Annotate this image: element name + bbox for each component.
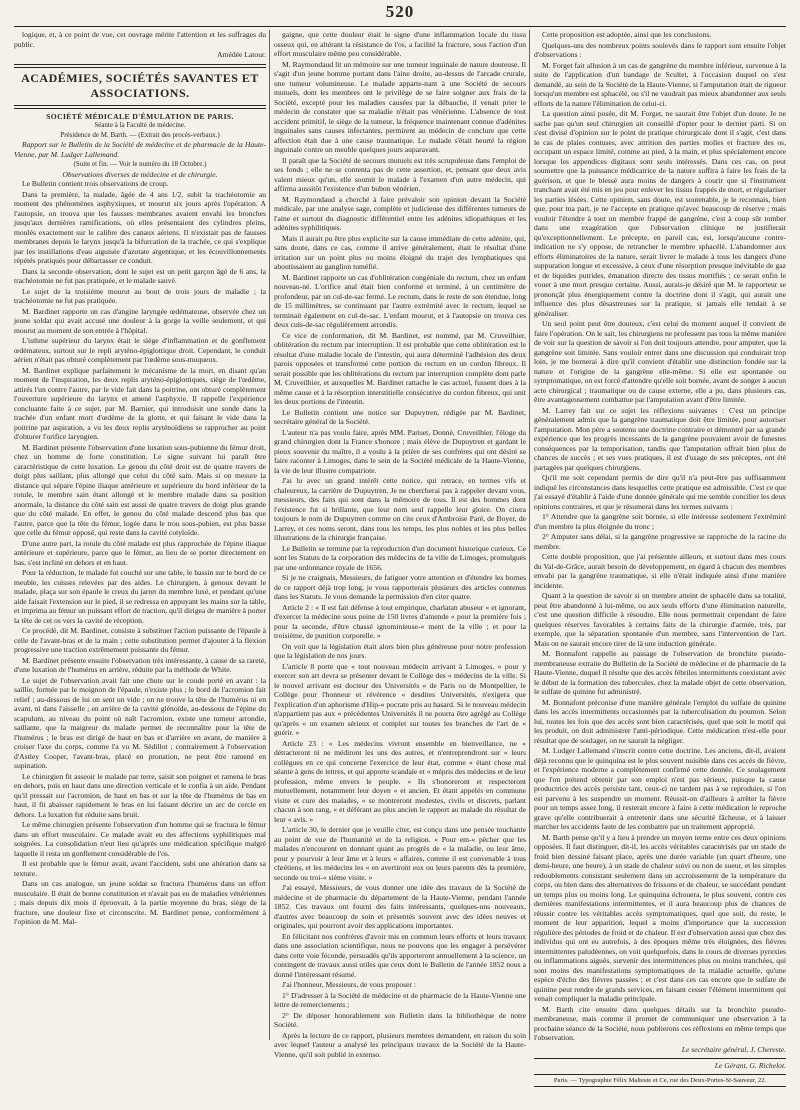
paragraph: Le Bulletin contient trois observations de croup.	[22, 179, 169, 188]
paragraph: M. Bonnafont rappelle au passage de l'observation de bronchite pseudo-membraneuse extraite du Bulletin de la Société de médecine et de pharmacie de la Haute-Vienne, duquel il résulte que des accès fébriles intermittents coexistant avec le début de la formation des tubercules, chez la malade objet de cette observation, le sulfate de quinine fut administré.	[534, 649, 786, 696]
paragraph: Le sujet de l'observation avait fait une chute sur le coude porté en avant : la saillie, formée par le moignon de l'épaule, n'existe plus ; le bord de l'acromion fait relief ; au-dessous de lui on sent un vide ; on ne trouve la tête de l'humérus ni en avant, ni dans l'aisselle ; en arrière de la cavité glénoïde, au-dessous de l'épine du scapulum, au niveau du point où naît l'acromion, existe une tumeur arrondie, saillante, que la maigreur du malade permet de reconnaître pour la tête de l'humérus ; le bras est dirigé de haut en bas et d'arrière en avant, de manière à croiser l'axe du corps, comme l'a vu M. Sédillot ; contrairement à l'observation d'Astley Cooper, l'avant-bras, placé en pronation, ne peut être ramené en supination.	[14, 675, 266, 770]
paragraph: M. Bardinet présente l'observation d'une luxation sous-pubienne du fémur droit, chez un homme de forte constitution. Le signe suivant lui paraît être caractéristique de cette luxation. Le genou du côté droit est de quatre travers de doigt plus saillant, plus allongé que celui du côté sain. Mais si on mesure la distance qui sépare l'épine iliaque antérieure et supérieure du bord inférieur de la rotule, le membre sain étant allongé et le membre malade dans sa position anormale, la distance du côté sain est aussi de quatre travers de doigt plus grande que du côté malade. En effet, le genou du côté malade descend plus bas que l'autre, parce que la tête du fémur, logée dans le trou sous-pubien, est plus basse que celle du fémur opposé, qui reste dans la cavité cotyloïde.	[14, 442, 266, 537]
observations-title: Observations diverses de médecine et de chirurgie.	[62, 169, 218, 179]
rapport-title: Rapport sur le Bulletin de la Société de médecine et de pharmacie de la Haute-Vienne, par M. Ludger Lallemand.	[14, 140, 266, 159]
paragraph: Le sujet de la troisième mourut au bout de trois jours de maladie ; la trachéotomie ne fut pas pratiquée.	[14, 286, 266, 305]
paragraph: 2° De déposer honorablement son Bulletin dans la bibliothèque de notre Société.	[274, 1010, 526, 1029]
paragraph: Dans la seconde observation, dont le sujet est un petit garçon âgé de 6 ans, la trachéotomie ne fut pas pratiquée, et le malade sauvé.	[14, 266, 266, 285]
paragraph: Dans la première, la malade, âgée de 4 ans 1/2, subit la trachéotomie au moment des phénomènes asphyxiques, et mourut six jours après l'opération. A l'autopsie, on trouva que les fausses membranes avaient envahi les bronches jusqu'aux dernières ramifications, où elles présentaient des cylindres pleins, moulés exactement sur le calibre des canaux aériens. Il n'existait pas de fausses membranes depuis le larynx jusqu'à la bifurcation de la trachée, ce qui s'explique par les instillations d'eau aiguisée d'azotate argentique, et les écouvillonnements répétés pratiqués pour débarrasser ce conduit.	[14, 189, 266, 265]
paragraph: L'isthme supérieur du larynx était le siège d'inflammation et de gonflement œdémateux, surtout sur le repli aryténo-épiglottique droit. Cependant, le conduit aérien n'était pas obturé complètement par l'œdème sous-muqueux.	[14, 336, 266, 364]
paragraph: 1° D'adresser à la Société de médecine et de pharmacie de la Haute-Vienne une lettre de remerciements ;	[274, 990, 526, 1009]
paragraph: M. Ludger Lallemand s'inscrit contre cette doctrine. Les anciens, dit-il, avaient déjà reconnu que le quinquina est le plus souvent nuisible dans ces accès de fièvre, et l'expérience moderne a complètement confirmé cette donnée. Ce soulagement que l'on prétend obtenir par son emploi n'est pas sérieux, puisque la cause productrice des accès persiste tant, ceux-ci ne tardent pas à se reproduire, si l'on est parvenu à les suspendre un moment. Réussit-on d'ailleurs à arrêter la fièvre pour un temps assez long, il resterait encore à faire à cette médication le reproche grave qu'elle contribuerait à entretenir dans une sécurité fâcheuse, et à laisser marcher les accidents faute de les combattre par un traitement approprié.	[534, 746, 786, 831]
paragraph: D'une autre part, la rotule du côté malade est plus rapprochée de l'épine iliaque antérieure et supérieure, parce que le fémur, au lieu de se porter directement en bas, s'est incliné en dehors et en haut.	[14, 538, 266, 567]
paragraph: J'ai essayé, Messieurs, de vous donner une idée des travaux de la Société de médecine et de pharmacie du département de la Haute-Vienne, pendant l'année 1852. Ces travaux ont fourni des faits intéressants, quelques-uns nouveaux, d'autres avec beaucoup de soin et présentés souvent avec des idées neuves et originales, qui pourront avoir des applications importantes.	[274, 883, 526, 930]
paragraph: logique, et, à ce point de vue, cet ouvrage mérite l'attention et les suffrages du public.	[14, 30, 266, 49]
intro-signature: Amédée Latour.	[217, 50, 266, 59]
paragraph: Le Bulletin se termine par la reproduction d'un document historique curieux. Ce sont les Statuts de la corporation des médecins de la ville de Limoges, promulgués par une ordonnance royale de 1656.	[274, 543, 526, 572]
paragraph: Un seul point peut être douteux, c'est celui du moment auquel il convient de faire l'opération. On le sait, les chirurgiens ne professent pas tous la même manière de voir sur la question de savoir si l'on doit toujours attendre, pour amputer, que la gangrène soit limitée. Sans vouloir entrer dans une discussion qui conduirait trop loin, je me bornerai à dire qu'il convient d'établir une distinction fondée sur la nature et l'origine de la gangrène elle-même. Si elle est spontanée ou symptomatique, on est forcé d'attendre qu'elle soit bornée, avant de songer à aucun acte chirurgical ; traumatique ou de cause externe, elle a pu, dans plusieurs cas, être avantageusement combattue par l'amputation avant d'être limitée.	[534, 319, 786, 404]
paragraph: Cette double proposition, que j'ai présentée ailleurs, et surtout dans mes cours du Val-de-Grâce, aurait besoin de développement, en égard à chacun des membres envahi par la gangrène traumatique, si elle n'était indiquée ainsi d'une manière incidente.	[534, 552, 786, 590]
paragraph: Le chirurgien fit asseoir le malade par terre, saisit son poignet et ramena le bras en dehors, puis en haut dans une direction verticale et le confia à un aide. Pendant qu'il pressait sur l'acromion, de haut en bas et sur la tête de l'humérus de bas en haut, il fit abaisser rapidement le bras en lui faisant décrire un arc de cercle en dehors. La luxation fut réduite sans bruit.	[14, 771, 266, 819]
suite-note: (Suite et fin. — Voir le numéro du 18 Octobre.)	[73, 160, 207, 168]
paragraph: Si je ne craignais, Messieurs, de fatiguer votre attention et d'étendre les bornes de ce rapport déjà trop long, je vous rapporterais plusieurs des articles contenus dans les Statuts. Je vous demande la permission d'en citer quatre.	[274, 573, 526, 601]
column-separator	[529, 30, 530, 1040]
seance-line: Séante à la Faculté de médecine.	[94, 121, 186, 129]
paragraph: Après la lecture de ce rapport, plusieurs membres demandent, en raison du soin avec lequel l'auteur a analysé les principaux travaux de la Société de la Haute-Vienne, qu'il soit publié in extenso.	[274, 1030, 526, 1059]
paragraph: M. Larrey fait sur ce sujet les réflexions suivantes : C'est un principe généralement admis que la gangrène traumatique doit être limitée, pour autoriser l'amputation. Mon père a soutenu une doctrine contraire et démontré par sa grande expérience que les progrès incessants de la gangrène pouvaient avoir de funestes conséquences par la temporisation, tandis que l'amputation offrait bien plus de chances de succès ; et ses vues pratiques, il est d'usage de ses préceptes, ont été partagées par quelques chirurgiens.	[534, 405, 786, 472]
paragraph: Article 2 : « Il est fait défense à tout empirique, charlatan abuseur « et ignorant, d'exercer la médecine sous peine de 150 livres d'amende « pour la première fois ; pour la seconde, d'être chassé ignominieuse-« ment de la ville ; et pour la troisième, de punition corporelle. »	[274, 602, 526, 640]
paragraph: gaigne, que cette douleur était le signe d'une inflammation locale du tissu osseux qui, en altérant la résistance de l'os, a facilité la fracture, sous l'action d'un effort musculaire même peu considérable.	[274, 30, 526, 58]
paragraph: L'auteur n'a pas voulu faire, après MM. Pariset, Donné, Cruveilhier, l'éloge du grand chirurgien dont la France s'honore ; mais élève de Dupuytren et gardant le pieux souvenir du maître, il a voulu à la prière de ses confrères qui ont désiré se faire raconter à Limoges, dans le sein de la Société médicale de la Haute-Vienne, la vie de leur illustre compatriote.	[274, 427, 526, 475]
paragraph: Pour la réduction, le malade fut couché sur une table, le bassin sur le bord de ce meuble, les cuisses relevées par des aides. Le chirurgien, à genoux devant le malade, plaça sur son épaule le creux du jarret du membre luxé, et pendant qu'une aide faisait l'extension sur le pied, il se redressa en appuyant les mains sur la table, et imprima au fémur un puissant effort de traction, qu'il dirigea de manière à porter la tête de cet os vers la cavité de réception.	[14, 568, 266, 625]
paragraph: M. Bardinet rapporte un cas d'angine laryngée œdémateuse, observée chez un jeune soldat qui avait accusé une douleur à la gorge la veille seulement, et qui mourut au moment de son entrée à l'hôpital.	[14, 306, 266, 335]
column-2-body	[274, 30, 526, 1059]
paragraph: M. Raymondaud a cherché à faire prévaloir son opinion devant la Société médicale, par une analyse sage, complète et judicieuse des différentes tumeurs de l'aine et surtout du diagnostic différentiel entre les adénites idiopathiques et les adénites syphilitiques.	[274, 194, 526, 232]
paragraph: Le Bulletin contient une notice sur Dupuytren, rédigée par M. Bardinet, secrétaire général de la Société.	[274, 407, 526, 426]
paragraph: Cette proposition est adoptée, ainsi que les conclusions.	[542, 30, 712, 39]
paragraph: 2° Amputer sans délai, si la gangrène progressive se rapproche de la racine du membre.	[534, 532, 786, 551]
header-rule	[14, 26, 786, 27]
paragraph: 1° Attendre que la gangrène soit bornée, si elle intéresse seulement l'extrémité d'un membre la plus éloignée du tronc ;	[534, 512, 786, 531]
paragraph: M. Raymondaud lit un mémoire sur une tumeur inguinale de nature douteuse. Il s'agit d'un jeune homme portant dans l'aine droite, au-dessus de l'arcade crurale, une tumeur volumineuse. Le malade apparte-nant à une Société de secours mutuels, dont les membres ont le privilège de se faire soigner aux frais de la Société, excepté pour les maladies causées par la débauche, il venait prier le médecin de constater que sa maladie n'était pas vénérienne. L'absence de tout accident primitif, le siège de la tumeur, la fréquence maintenant connue d'adénites inguinales sans causes infectantes, permirent au médecin de conclure que cette affection était due à une cause traumatique. Le malade s'était heurté la région inguinale contre un meuble quelques jours auparavant.	[274, 59, 526, 154]
paragraph: J'ai lu avec un grand intérêt cette notice, qui retrace, en termes vifs et chaleureux, la carrière de Dupuytren. Je ne chercherai pas à rappeler devant vous, messieurs, des faits qui sont dans la mémoire de tous. Il est des hommes dont l'existence fut si brillante, que leur nom seul rappelle leur gloire. On citera toujours le nom de Dupuytren comme on cite ceux d'Ambroise Paré, de Boyer, de Larrey, et ces noms seront, dans tous les temps, les plus nobles et les plus belles illustrations de la chirurgie française.	[274, 476, 526, 542]
paragraph: L'article 30, le dernier que je veuille citer, est conçu dans une pensée touchante au point de vue de l'humanité et de la religion. « Pour em-« pêcher que les malades n'encourent en donnant quant au progrès de « la maladie, ou leur âme, pour y pourvoir à leur âme et à leurs « affaires, comme il est convenable à tous chrétiens, et les médecins les « en avertiront eux ou leurs parents dès la première, seconde ou troi-« sième visite. »	[274, 825, 526, 882]
paragraph: Le même chirurgien présente l'observation d'un homme qui se fractura le fémur dans un effort musculaire. Ce malade avait eu des affections syphilitiques mal soignées. La consolidation n'eut lieu qu'après une médication spécifique malgré laquelle il resta un gonflement considérable de l'os.	[14, 820, 266, 858]
paragraph: Article 23 : « Les médecins vivront ensemble en bienveillance, ne « détracteront ni ne médiront les uns des autres, et n'entreprendront sur « leurs collègues en ce qui concerne l'exercice de leur état, comme « étant chose mal séante à gens de lettres, et qui apporte scandale et « mépris des médecins et de leur profession, même envers le peuple. « Ils s'honoreront et respecteront mutuellement, notamment leur doyen « et ancien. Et étant appelés en commune visite et cure des malades, « se montreront modestes, civils et discrets, parlant chacun à son rang, « et déférant au plus ancien le rapport au malade du résultat de leur « avis. »	[274, 738, 526, 824]
paragraph: Ce vice de conformation, dit M. Bardinet, est nommé, par M. Cruveilhier, oblitération du rectum par interruption. Il est probable que cette oblitération est le résultat d'une maladie locale de l'intestin, qui aura déterminé l'adhésion des deux parois opposées et transformé cette portion du rectum en un cordon fibreux. Il serait possible que les oblitérations du rectum par interruption complète dont parle M. Cruveilhier, et auxquelles M. Bardinet rattache le cas actuel, fussent dues à la même cause et à la résorption interstitielle consécutive du cordon fibreux, qui unit les deux portions de l'intestin.	[274, 330, 526, 406]
paragraph: M. Bardinet rapporte un cas d'oblitération congéniale du rectum, chez un enfant nouveau-né. L'orifice anal était bien conformé et terminé, à un centimètre de profondeur, par un cul-de-sac fermé. Le rectum, dans le reste de son étendue, long de 15 millimètres, se continuant par l'autre extrémité avec le rectum, lequel se terminait également en cul-de-sac. L'enfant mourut, et à l'autopsie on trouva ces deux culs-de-sac régulièrement arrondis.	[274, 272, 526, 329]
paragraph: Quant à la question de savoir si un membre atteint de sphacèle dans sa totalité, peut être abandonné à lui-même, ou aux seuls efforts d'une élimination naturelle, c'est une question difficile à résoudre. Elle nous permettrait cependant de faire quelques réserves favorables à certains faits de la chirurgie d'armée, très, par exemple, que la séparation spontanée d'un membre, sans l'intervention de l'art. Mais on ne saurait encore tirer de là une induction générale.	[534, 591, 786, 648]
paragraph: M. Bardinet explique parfaitement le mécanisme de la mort, en disant qu'au moment de l'inspiration, les deux replis aryténo-épiglottiques, siège de l'œdème, attirés l'un contre l'autre, par le vide fait dans la poitrine, ont obturé complètement l'ouverture supérieure du larynx et amené l'asphyxie. Il rappelle l'expérience concluante faite à ce sujet, par M. Barnier, qui introduisit une sonde dans la trachée d'un enfant mort d'œdème de la glotte, et qui faisant le vide dans la poitrine par aspiration, a vu les deux replis aryténoïdiens se rapprocher au point d'obturer l'orifice laryngien.	[14, 365, 266, 441]
intro-block	[14, 30, 266, 49]
paragraph: M. Bardinet présente ensuite l'observation très intéressante, à cause de sa rareté, d'une luxation de l'humérus en arrière, réduite par la méthode de White.	[14, 655, 266, 674]
paragraph: L'article 8 porte que « tout nouveau médecin arrivant à Limoges, « pour y exercer son art devra se présenter devant le Collège des « médecins de la ville. Si le nouvel arrivant est docteur des Universités « de Paris ou de Montpellier, le Collège pour l'honneur et révérence « desdites Universités, n'exigera que l'explication d'un aphorisme d'Hip-« pocrate pris au hasard. Si le nouveau médecin n'appartient pas aux « précédentes Universités il ne pourra être agrégé au Collège qu'après « un examen sérieux et complet sur toutes les branches de l'art de « guérir. »	[274, 661, 526, 737]
paragraph: J'ai l'honneur, Messieurs, de vous proposer :	[282, 980, 417, 989]
section-rule	[14, 64, 266, 68]
section-title: ACADÉMIES, SOCIÉTÉS SAVANTES ET ASSOCIATIONS.	[21, 70, 259, 100]
column-3-body	[534, 30, 786, 1043]
paragraph: Il paraît que la Société de secours mutuels est très scrupuleuse dans l'emploi de ses fonds ; elle ne se contenta pas de cette assertion, et, pensant que deux avis valent mieux qu'un, elle soumit le malade à l'examen d'un autre médecin, qui affirma aussitôt l'existence d'un bubon vénérien.	[274, 155, 526, 193]
paragraph: Il est probable que le fémur avait, avant l'accident, subi une altération dans sa texture.	[14, 859, 266, 878]
paragraph: M. Barth cite ensuite dans quelques détails sur la bronchite pseudo-membraneuse, mais comme il promet de communiquer une observation à la prochaine séance de la Société, nous publierons ces réflexions en même temps que l'observation.	[534, 1004, 786, 1042]
society-title: SOCIÉTÉ MÉDICALE D'ÉMULATION DE PARIS.	[46, 111, 234, 121]
secretary-signature: Le secrétaire général, J. Chereste.	[681, 1044, 786, 1054]
paragraph: La question ainsi posée, dit M. Forget, ne saurait être l'objet d'un doute. Je ne sache pas qu'un seul chirurgien ait conseillé d'opter pour le dernier parti. Si on s'est divisé d'opinion sur le point de pratique chirurgicale dont il s'agit, c'est dans le cas de plaies contuses, avec attrition des parties molles et fracture des os, occupant un espace limité, comme au pied, à la main, et plus spécialement encore lorsque les appendices digitaux sont seuls intéressés. Dans ces cas, on peut soumettre que la puissance médicatrice de la nature suffira à faire les frais de la guérison, et que le blessé aura moins de dangers à courir que si l'instrument tranchant avait été mis en jeu pour enlever les tissus frappés de mort, et régulariser les parties lésées. Cette opinion, sans doute, est soutenable, je le reconnais, bien que, pour ma part, je ne l'accepte en pratique qu'avec beaucoup de réserve ; mais vouloir l'étendre à tout un membre frappé de gangrène, c'est à coup sûr tomber dans une exagération que l'observation clinique ne justifierait qu'exceptionnellement. Le précepte, en pareil cas, est, lorsqu'aucune contre-indication ne s'y oppose, de retrancher le membre sphacélé. L'abandonner aux efforts éliminatoires de la nature, serait livrer le malade à tous les dangers d'une suppuration longue et excessive, à ceux d'une résorption presque inévitable de gaz et de liquides putrides, émanation directe des tissus mortifiés ; ce serait enfin le vouer à une mort presque certaine. Aussi, aurais-je désiré que M. le rapporteur se prononçât plus énergiquement contre la doctrine dont il s'agit, qui aurait une influence des plus désastreuses sur la pratique, si jamais elle tendait à se généraliser.	[534, 109, 786, 318]
paragraph: En félicitant nos confrères d'avoir mis en commun leurs efforts et leurs travaux dans une association scientifique, nous ne pouvons que les engager à persévérer dans cette voie féconde, persuadés qu'ils apporteront annuellement à la science, un contingent de travaux aussi utiles que ceux dont le Bulletin de l'année 1852 nous a donné l'intéressant résumé.	[274, 931, 526, 979]
section-rule	[14, 105, 266, 109]
paragraph: M. Forget fait allusion à un cas de gangrène du membre inférieur, survenue à la suite de l'application d'un bandage de Scultet, à l'occasion duquel on s'est demandé, au sein de la Société de la Haute-Vienne, si l'amputation était de rigueur lorsqu'un membre est sphacélé, ou s'il ne vaudrait pas mieux abandonner aux seuls efforts de la nature l'élimination de celui-ci.	[534, 60, 786, 108]
paragraph: Ce procédé, dit M. Bardinet, consiste à substituer l'action puissante de l'épaule à celle de l'avant-bras et de la main ; cette substitution permet d'ajouter à la flexion progressive une traction extrêmement puissante du fémur.	[14, 626, 266, 654]
paragraph: Mais il aurait pu être plus explicite sur la cause immédiate de cette adénite, qui, sans doute, dans ce cas, comme il arrive généralement, était le résultat d'une irritation sur un point plus ou moins éloigné du trajet des lymphatiques qui aboutissaient au ganglion tuméfié.	[274, 233, 526, 271]
imprint-line: Paris. — Typographie Félix Malteste et Ce, rue des Deux-Portes-St-Sauveur, 22.	[534, 1074, 786, 1088]
gerant-line: Le Gérant, G. Richelot.	[534, 1058, 786, 1071]
column-1-body	[14, 179, 266, 927]
paragraph: Qu'il me soit cependant permis de dire qu'il n'a peut-être pas suffisamment indiqué les circonstances dans lesquelles cette pratique est admissible. C'est ce que j'ai essayé d'établir à l'aide d'une donnée générale qui me semble concilier les deux opinions contraires, et que je résumerai dans les termes suivants :	[534, 473, 786, 511]
paragraph: M. Barth pense qu'il y a lieu à prendre un moyen terme entre ces deux opinions opposées. Il faut distinguer, dit-il, les accès véritables caractérisés par un stade de froid bien dessiné faisant place, après une durée variable (un quart d'heure, une demi-heure, une heure), à un stade de chaleur suivi ou non de sueur, et les simples redoublements consistant seulement dans un accroissement de la température du corps, ou bien dans des alternatives de frissons et de chaleur, se succédant pendant un temps plus ou moins long. Le quinquina échouera, le plus souvent, contre ces dernières manifestations intermittentes, et il aura beaucoup plus de chances de réussir contre les véritables accès symptomatiques, quel que soit, du reste, le moment de leur apparition, lequel a moins d'importance que la succession régulière des périodes de froid et de chaleur. Il est d'observation aussi que chez des individus qui ont eu autrefois, à des époques même très éloignées, des fièvres intermittentes paludéennes, on voit quelquefois, dans le cours de diverses pyrexies ou inflammations aiguës, survenir des intermittences plus ou moins tranchées, qui sont moins des manifestations symptomatiques de la maladie actuelle, qu'une espèce d'écho des fièvres passées ; et c'est dans ces cas encore que le sulfate de quinine peut rendre de grands services, en faisant cesser l'élément intermittent qui venait compliquer la maladie principale.	[534, 832, 786, 1003]
paragraph: On voit que la législation était alors bien plus généreuse pour notre profession que la législation de nos jours.	[274, 641, 526, 660]
column-1	[14, 30, 266, 928]
presidence-line: Présidence de M. Barth. — (Extrait des procès-verbaux.)	[60, 130, 220, 139]
paragraph: Quelques-uns des nombreux points soulevés dans le rapport sont ensuite l'objet d'observations :	[534, 40, 786, 59]
column-2	[274, 30, 526, 1060]
paragraph: Dans un cas analogue, un jeune soldat se fractura l'humérus dans un effort musculaire. Il était de bonne constitution et n'avait pas eu de maladies vénériennes ; mais depuis dix mois il éprouvait, à la partie moyenne du bras, siège de la fracture, une douleur fixe et circonscrite. M. Bardinet pense, conformément à l'opinion de M. Mal-	[14, 879, 266, 926]
page-number: 520	[385, 2, 415, 21]
paragraph: M. Bonnafont préconise d'une manière générale l'emploi du sulfate de quinine dans les accès intermittents occasionnés par la tuberculisation du poumon. Selon lui, toutes les fois que des accès sont bien caractérisés, quel que soit le motif qui les produit, on doit administrer l'anti-périodique. Cette médication n'est-elle pour résultat que de soulager, on ne saurait la négliger.	[534, 697, 786, 745]
column-3	[534, 30, 786, 1087]
column-separator	[269, 30, 270, 1040]
